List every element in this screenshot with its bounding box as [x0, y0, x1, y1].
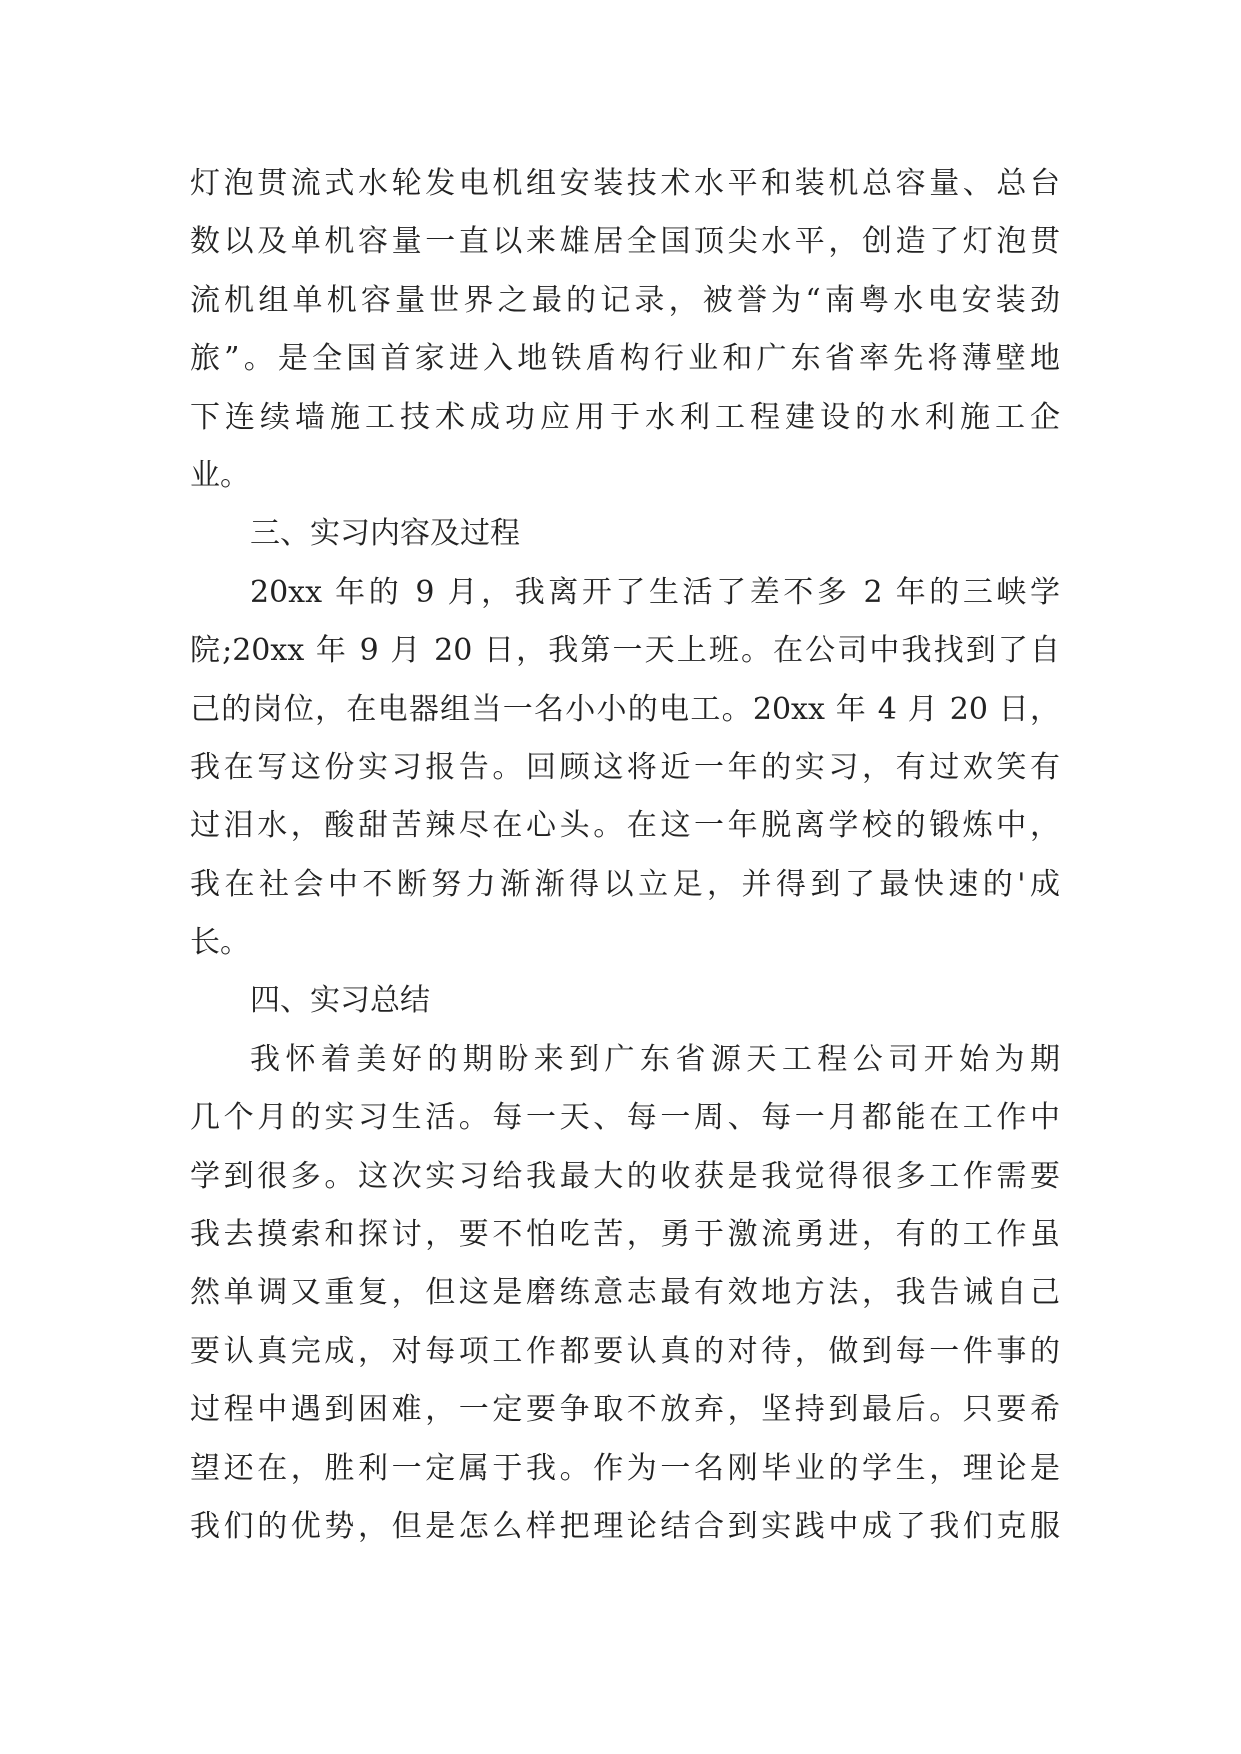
text-line: 院;20xx 年 9 月 20 日，我第一天上班。在公司中我找到了自: [190, 633, 1060, 669]
text-line: 学到很多。这次实习给我最大的收获是我觉得很多工作需要: [190, 1158, 1060, 1194]
text-line: 下连续墙施工技术成功应用于水利工程建设的水利施工企: [190, 399, 1060, 435]
text-line: 流机组单机容量世界之最的记录，被誉为“南粤水电安装劲: [190, 282, 1060, 318]
text-line: 要认真完成，对每项工作都要认真的对待，做到每一件事的: [190, 1333, 1060, 1369]
text-line: 过泪水，酸甜苦辣尽在心头。在这一年脱离学校的锻炼中，: [190, 808, 1060, 844]
text-line: 然单调又重复，但这是磨练意志最有效地方法，我告诫自己: [190, 1275, 1060, 1311]
text-line: 望还在，胜利一定属于我。作为一名刚毕业的学生，理论是: [190, 1450, 1060, 1486]
text-line: 几个月的实习生活。每一天、每一周、每一月都能在工作中: [190, 1100, 1060, 1136]
text-line: 20xx 年的 9 月，我离开了生活了差不多 2 年的三峡学: [250, 574, 1060, 610]
text-line: 灯泡贯流式水轮发电机组安装技术水平和装机总容量、总台: [190, 166, 1060, 201]
text-line: 过程中遇到困难，一定要争取不放弃，坚持到最后。只要希: [190, 1392, 1060, 1428]
text-line: 己的岗位，在电器组当一名小小的电工。20xx 年 4 月 20 日，: [190, 691, 1060, 727]
text-line: 我在写这份实习报告。回顾这将近一年的实习，有过欢笑有: [190, 749, 1060, 785]
document-body: [190, 155, 1060, 1556]
text-line: 旅”。是全国首家进入地铁盾构行业和广东省率先将薄壁地: [190, 341, 1060, 377]
text-line: 我怀着美好的期盼来到广东省源天工程公司开始为期: [250, 1041, 1060, 1077]
text-line: 四、实习总结: [250, 983, 430, 1019]
text-line: 我去摸索和探讨，要不怕吃苦，勇于激流勇进，有的工作虽: [190, 1217, 1060, 1253]
text-line: 长。: [190, 925, 250, 961]
text-line: 业。: [190, 457, 250, 493]
text-line: 数以及单机容量一直以来雄居全国顶尖水平，创造了灯泡贯: [190, 224, 1060, 260]
text-line: 三、实习内容及过程: [250, 516, 520, 552]
text-line: 我们的优势，但是怎么样把理论结合到实践中成了我们克服: [190, 1508, 1060, 1544]
text-line: 我在社会中不断努力渐渐得以立足，并得到了最快速的'成: [190, 866, 1060, 902]
